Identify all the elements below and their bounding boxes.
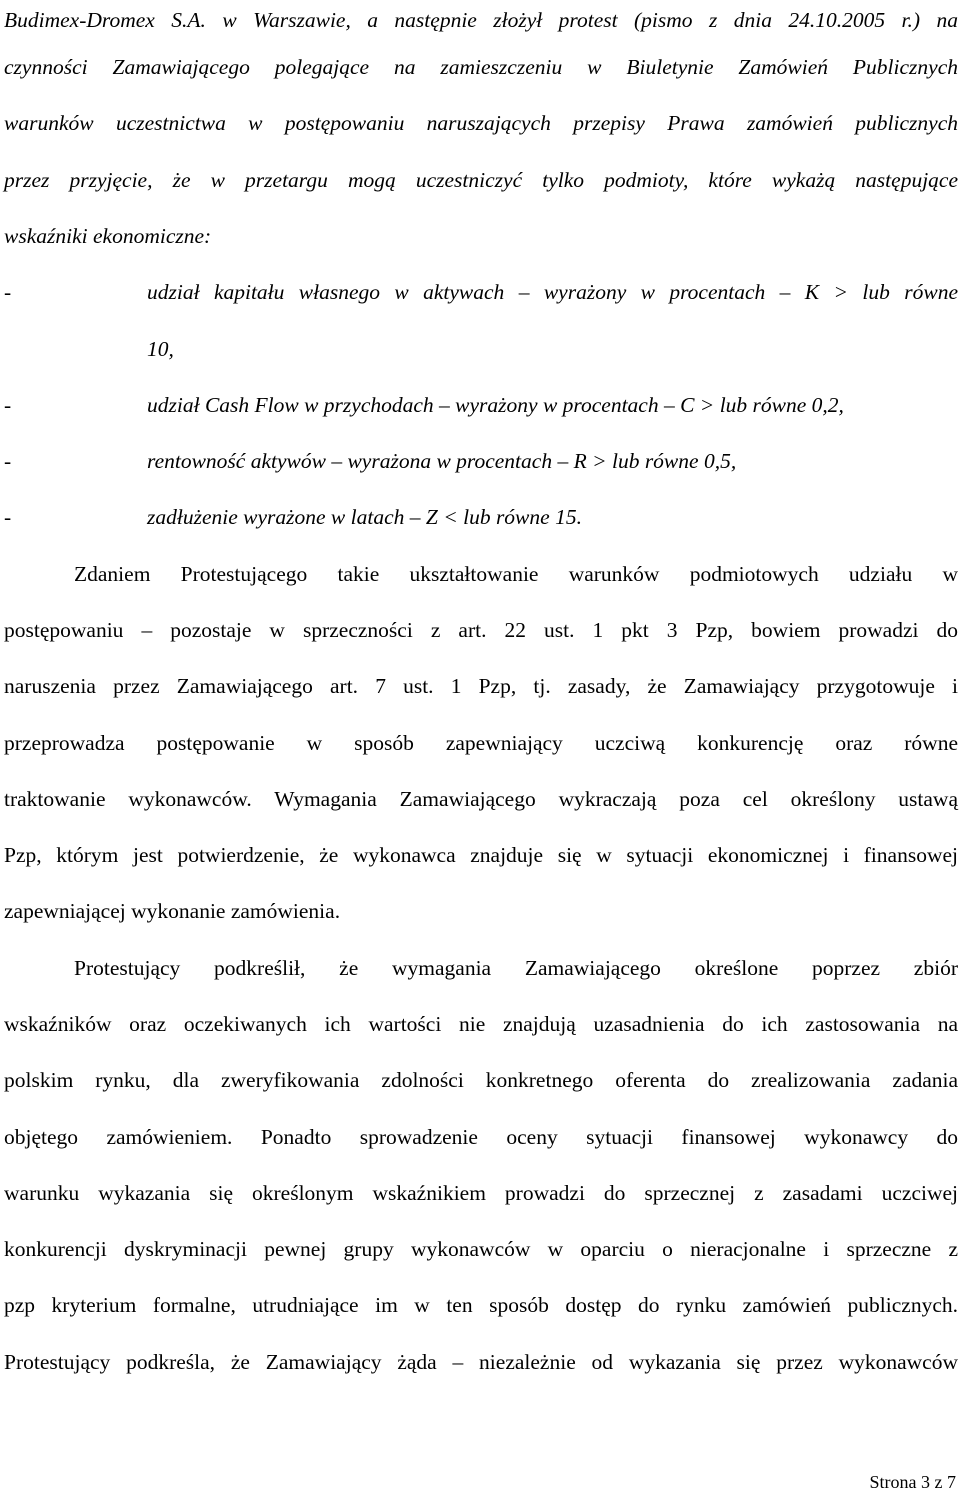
bullet-item-4 — [4, 497, 958, 537]
bullet-item-2 — [4, 385, 958, 425]
paragraph-1-line-1: Budimex-Dromex S.A. w Warszawie, a następnie złożył protest (pismo z dnia 24.10.2005 r.) na — [4, 8, 958, 32]
bullet-text-4: zadłużenie wyrażone w latach – Z < lub równe 15. — [147, 505, 582, 529]
bullet-item-3 — [4, 441, 958, 481]
paragraph-2-line-2: postępowaniu – pozostaje w sprzeczności z art. 22 ust. 1 pkt 3 Pzp, bowiem prowadzi do — [4, 618, 958, 642]
paragraph-1-line-5: wskaźniki ekonomiczne: — [4, 224, 212, 248]
bullet-item-1 — [4, 272, 958, 312]
paragraph-2-line-6: Pzp, którym jest potwierdzenie, że wykonawca znajduje się w sytuacji ekonomicznej i finansowej — [4, 843, 958, 867]
paragraph-3-line-3: polskim rynku, dla zweryfikowania zdolności konkretnego oferenta do zrealizowania zadania — [4, 1068, 958, 1092]
page-number-footer: Strona 3 z 7 — [869, 1472, 956, 1492]
bullet-item-1-continuation — [4, 329, 958, 369]
bullet-text-1-continuation: 10, — [147, 337, 174, 361]
paragraph-2-line-5: traktowanie wykonawców. Wymagania Zamawiającego wykraczają poza cel określony ustawą — [4, 787, 958, 811]
paragraph-1-line-2: czynności Zamawiającego polegające na zamieszczeniu w Biuletynie Zamówień Publicznych — [4, 55, 958, 79]
paragraph-3-line-6: konkurencji dyskryminacji pewnej grupy wykonawców w oparciu o nieracjonalne i sprzeczne z — [4, 1237, 958, 1261]
bullet-dash: - — [4, 393, 12, 417]
bullet-text-3: rentowność aktywów – wyrażona w procentach – R > lub równe 0,5, — [147, 449, 737, 473]
bullet-text-2: udział Cash Flow w przychodach – wyrażony w procentach – C > lub równe 0,2, — [147, 393, 844, 417]
paragraph-3-line-5: warunku wykazania się określonym wskaźnikiem prowadzi do sprzecznej z zasadami uczciwej — [4, 1181, 958, 1205]
paragraph-3-line-2: wskaźników oraz oczekiwanych ich wartości nie znajdują uzasadnienia do ich zastosowania na — [4, 1012, 958, 1036]
bullet-text-1: udział kapitału własnego w aktywach – wyrażony w procentach – K > lub równe — [147, 280, 958, 304]
paragraph-3-line-4: objętego zamówieniem. Ponadto sprowadzenie oceny sytuacji finansowej wykonawcy do — [4, 1125, 958, 1149]
paragraph-3-line-8: Protestujący podkreśla, że Zamawiający żąda – niezależnie od wykazania się przez wykonawców — [4, 1350, 958, 1374]
bullet-dash: - — [4, 505, 12, 529]
bullet-dash: - — [4, 280, 12, 304]
paragraph-2-line-3: naruszenia przez Zamawiającego art. 7 ust. 1 Pzp, tj. zasady, że Zamawiający przygotowuje i — [4, 674, 958, 698]
paragraph-1-line-3: warunków uczestnictwa w postępowaniu naruszających przepisy Prawa zamówień publicznych — [4, 111, 958, 135]
paragraph-3-line-7: pzp kryterium formalne, utrudniające im w ten sposób dostęp do rynku zamówień publicznych. — [4, 1293, 958, 1317]
paragraph-2-line-7: zapewniającej wykonanie zamówienia. — [4, 899, 341, 923]
paragraph-2-line-4: przeprowadza postępowanie w sposób zapewniający uczciwą konkurencję oraz równe — [4, 731, 958, 755]
paragraph-3-line-1: Protestujący podkreślił, że wymagania Zamawiającego określone poprzez zbiór — [74, 956, 958, 980]
paragraph-2-line-1: Zdaniem Protestującego takie ukształtowanie warunków podmiotowych udziału w — [74, 562, 958, 586]
bullet-dash: - — [4, 449, 12, 473]
paragraph-1-line-4: przez przyjęcie, że w przetargu mogą uczestniczyć tylko podmioty, które wykażą następujące — [4, 168, 958, 192]
